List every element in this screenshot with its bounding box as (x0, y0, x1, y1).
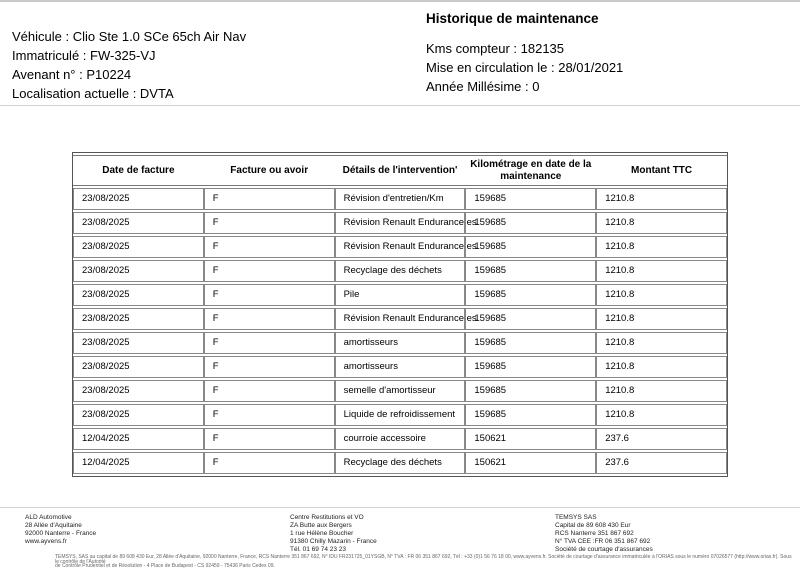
cell-details: Recyclage des déchets (335, 260, 466, 282)
cell-date: 23/08/2025 (73, 212, 204, 234)
table-row (73, 260, 727, 282)
table-header (73, 155, 727, 186)
circulation-date-line: Mise en circulation le : 28/01/2021 (426, 60, 624, 75)
table-row (73, 452, 727, 474)
cell-details: amortisseurs (335, 332, 466, 354)
cell-km: 159685 (465, 356, 596, 378)
column-header-kilometrage: Kilométrage en date de la maintenance (465, 155, 596, 186)
table-row (73, 356, 727, 378)
table-body (73, 188, 727, 474)
footer-center-zone: ZA Butte aux Bergers (290, 522, 352, 529)
cell-date: 23/08/2025 (73, 332, 204, 354)
cell-details: Révision Renault Endurance es (335, 308, 466, 330)
cell-details: Révision d'entretien/Km (335, 188, 466, 210)
cell-montant: 1210.8 (596, 332, 727, 354)
footer-center-block (290, 514, 377, 554)
cell-montant: 1210.8 (596, 404, 727, 426)
table-row (73, 212, 727, 234)
cell-montant: 1210.8 (596, 260, 727, 282)
legal-text-block (55, 555, 794, 569)
cell-date: 23/08/2025 (73, 236, 204, 258)
cell-km: 159685 (465, 380, 596, 402)
cell-km: 159685 (465, 236, 596, 258)
avenant-line: Avenant n° : P10224 (12, 67, 132, 82)
footer-company-address: 28 Allée d'Aquitaine (25, 522, 82, 529)
cell-date: 23/08/2025 (73, 356, 204, 378)
footer-entity-name: TEMSYS SAS (555, 514, 597, 521)
footer-company-website: www.ayvens.fr (25, 538, 67, 545)
cell-montant: 1210.8 (596, 356, 727, 378)
table-row (73, 428, 727, 450)
cell-details: amortisseurs (335, 356, 466, 378)
table-row (73, 404, 727, 426)
maintenance-history-table (72, 152, 728, 477)
cell-km: 159685 (465, 284, 596, 306)
cell-montant: 1210.8 (596, 308, 727, 330)
model-year-line: Année Millésime : 0 (426, 79, 540, 94)
cell-facture: F (204, 428, 335, 450)
cell-km: 150621 (465, 428, 596, 450)
cell-date: 12/04/2025 (73, 428, 204, 450)
footer-divider (0, 507, 800, 508)
cell-date: 12/04/2025 (73, 452, 204, 474)
cell-date: 23/08/2025 (73, 380, 204, 402)
cell-date: 23/08/2025 (73, 260, 204, 282)
cell-facture: F (204, 260, 335, 282)
page-title: Historique de maintenance (426, 11, 599, 26)
column-header-details: Détails de l'intervention' (335, 155, 466, 186)
cell-montant: 237.6 (596, 428, 727, 450)
header-divider (0, 105, 800, 106)
table-row (73, 332, 727, 354)
footer-center-phone: Tél. 01 69 74 23 23 (290, 546, 347, 553)
cell-montant: 1210.8 (596, 284, 727, 306)
cell-montant: 1210.8 (596, 380, 727, 402)
column-header-facture: Facture ou avoir (204, 155, 335, 186)
table-row (73, 308, 727, 330)
cell-montant: 1210.8 (596, 212, 727, 234)
registration-line: Immatriculé : FW-325-VJ (12, 48, 156, 63)
cell-details: Révision Renault Endurance es (335, 212, 466, 234)
page-top-border (0, 0, 800, 2)
footer-company-city: 92000 Nanterre - France (25, 530, 97, 537)
cell-montant: 237.6 (596, 452, 727, 474)
cell-km: 159685 (465, 404, 596, 426)
table-row (73, 188, 727, 210)
cell-facture: F (204, 404, 335, 426)
cell-facture: F (204, 308, 335, 330)
footer-entity-activity: Société de courtage d'assurances (555, 546, 653, 553)
footer-legal-entity-block (555, 514, 653, 554)
footer-entity-rcs: RCS Nanterre 351 867 692 (555, 530, 634, 537)
cell-facture: F (204, 236, 335, 258)
cell-montant: 1210.8 (596, 188, 727, 210)
table-row (73, 380, 727, 402)
footer-center-city: 91380 Chilly Mazarin - France (290, 538, 377, 545)
cell-facture: F (204, 452, 335, 474)
cell-date: 23/08/2025 (73, 404, 204, 426)
table-header-row (73, 155, 727, 186)
cell-facture: F (204, 356, 335, 378)
maintenance-header-block (426, 11, 623, 96)
cell-km: 159685 (465, 212, 596, 234)
column-header-date: Date de facture (73, 155, 204, 186)
column-header-montant: Montant TTC (596, 155, 727, 186)
cell-facture: F (204, 212, 335, 234)
table-row (73, 284, 727, 306)
cell-km: 159685 (465, 308, 596, 330)
cell-facture: F (204, 284, 335, 306)
footer-entity-capital: Capital de 89 608 430 Eur (555, 522, 631, 529)
cell-date: 23/08/2025 (73, 308, 204, 330)
cell-details: Pile (335, 284, 466, 306)
footer-company-block (25, 514, 96, 546)
footer-entity-tva: N° TVA CEE :FR 06 351 867 692 (555, 538, 651, 545)
cell-date: 23/08/2025 (73, 284, 204, 306)
footer-center-street: 1 rue Hélène Boucher (290, 530, 354, 537)
cell-facture: F (204, 332, 335, 354)
cell-details: courroie accessoire (335, 428, 466, 450)
cell-km: 159685 (465, 260, 596, 282)
footer-center-name: Centre Restitutions et VO (290, 514, 364, 521)
kms-counter-line: Kms compteur : 182135 (426, 41, 565, 56)
legal-text-line: de Contrôle Prudentiel et de Résolution - 4 Place de Budapest - CS 92459 - 75436 Paris Cedex 09. (55, 563, 275, 569)
cell-km: 159685 (465, 332, 596, 354)
cell-details: Révision Renault Endurance es (335, 236, 466, 258)
vehicle-line: Véhicule : Clio Ste 1.0 SCe 65ch Air Nav (12, 29, 247, 44)
cell-km: 150621 (465, 452, 596, 474)
cell-details: Liquide de refroidissement (335, 404, 466, 426)
cell-details: semelle d'amortisseur (335, 380, 466, 402)
vehicle-info-block (12, 27, 246, 103)
footer-company-name: ALD Automotive (25, 514, 72, 521)
cell-facture: F (204, 380, 335, 402)
location-line: Localisation actuelle : DVTA (12, 86, 174, 101)
legal-text-line: TEMSYS, SAS au capital de 89 608 430 Eur, 28 Allée d'Aquitaine, 92000 Nanterre, France, RCS Nanterre 351 867 692, N° IDU FR231725_01YSGB, N° TVA : FR 06 351 867 692, Tél : +33 (0)1 56 76 18 00, www.ayvens.fr. Société de courtage d'assurance immatriculée à l'ORIAS sous le numéro 07026577 (http://www.orias.fr). Sous le contrôle de l'Autorité (55, 554, 792, 565)
cell-montant: 1210.8 (596, 236, 727, 258)
cell-km: 159685 (465, 188, 596, 210)
table-row (73, 236, 727, 258)
cell-details: Recyclage des déchets (335, 452, 466, 474)
cell-date: 23/08/2025 (73, 188, 204, 210)
cell-facture: F (204, 188, 335, 210)
